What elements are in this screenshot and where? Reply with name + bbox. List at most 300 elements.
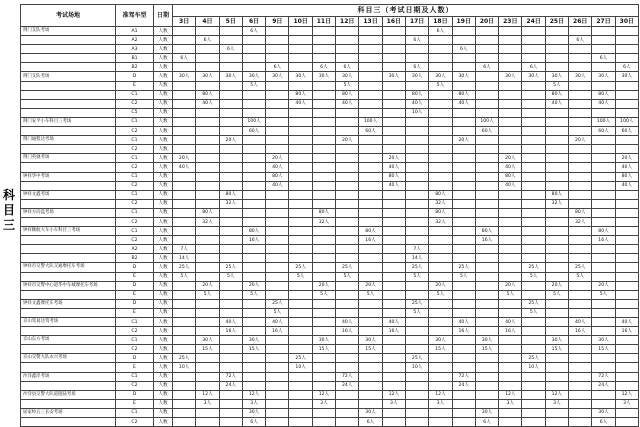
count-cell <box>522 345 545 354</box>
count-cell <box>219 163 242 172</box>
site-cell <box>21 36 116 45</box>
count-cell <box>615 336 638 345</box>
count-cell <box>569 90 592 99</box>
count-cell <box>196 127 219 136</box>
count-cell <box>196 45 219 54</box>
count-cell <box>219 90 242 99</box>
count-cell <box>522 217 545 226</box>
count-cell <box>452 290 475 299</box>
count-cell <box>359 217 382 226</box>
count-cell <box>569 45 592 54</box>
site-cell: 钟祥文鑫考场 <box>21 190 116 199</box>
count-cell: 25人 <box>405 299 428 308</box>
count-cell <box>475 81 498 90</box>
count-cell <box>336 181 359 190</box>
count-cell <box>289 45 312 54</box>
count-cell <box>429 272 452 281</box>
count-cell <box>405 372 428 381</box>
item-cell: 人数 <box>154 190 173 199</box>
count-cell: 40人 <box>499 318 522 327</box>
count-cell: 30人 <box>242 336 265 345</box>
count-cell <box>452 172 475 181</box>
count-cell: 40人 <box>615 163 638 172</box>
count-cell: 40人 <box>266 318 289 327</box>
table-row <box>21 308 639 317</box>
count-cell <box>266 263 289 272</box>
count-cell <box>452 199 475 208</box>
count-cell <box>592 36 615 45</box>
count-cell: 40人 <box>382 181 405 190</box>
count-cell <box>405 217 428 226</box>
count-cell <box>592 263 615 272</box>
count-cell <box>429 363 452 372</box>
count-cell <box>452 181 475 190</box>
count-cell: 25人 <box>289 263 312 272</box>
count-cell <box>522 254 545 263</box>
count-cell <box>405 163 428 172</box>
count-cell <box>196 372 219 381</box>
count-cell <box>569 190 592 199</box>
count-cell: 20人 <box>312 281 335 290</box>
count-cell <box>405 336 428 345</box>
count-cell <box>336 208 359 217</box>
item-cell: 人数 <box>154 399 173 408</box>
count-cell <box>615 236 638 245</box>
count-cell: 3人 <box>242 399 265 408</box>
site-cell: 沙洋县交警大队道阻陆考场 <box>21 390 116 399</box>
count-cell: 20人 <box>266 154 289 163</box>
table-row <box>21 236 639 245</box>
count-cell <box>242 145 265 154</box>
count-cell <box>569 381 592 390</box>
count-cell <box>545 236 568 245</box>
count-cell <box>336 399 359 408</box>
count-cell <box>545 227 568 236</box>
type-cell: C1 <box>116 136 154 145</box>
count-cell <box>429 108 452 117</box>
count-cell <box>242 90 265 99</box>
count-cell: 25人 <box>266 299 289 308</box>
count-cell <box>312 299 335 308</box>
count-cell <box>336 345 359 354</box>
count-cell <box>359 90 382 99</box>
site-cell <box>21 399 116 408</box>
count-cell: 16人 <box>615 327 638 336</box>
count-cell <box>359 208 382 217</box>
table-row <box>21 208 639 217</box>
count-cell: 6人 <box>592 418 615 427</box>
count-cell: 5人 <box>242 81 265 90</box>
count-cell <box>359 381 382 390</box>
count-cell: 5人 <box>266 308 289 317</box>
count-cell: 24人 <box>592 381 615 390</box>
count-cell <box>475 163 498 172</box>
count-cell <box>196 272 219 281</box>
item-cell: 人数 <box>154 363 173 372</box>
count-cell <box>569 181 592 190</box>
table-row <box>21 181 639 190</box>
count-cell <box>429 163 452 172</box>
count-cell <box>615 145 638 154</box>
table-row <box>21 281 639 290</box>
count-cell <box>382 227 405 236</box>
count-cell: 30人 <box>196 72 219 81</box>
count-cell: 20人 <box>173 154 196 163</box>
count-cell <box>173 27 196 36</box>
count-cell <box>452 354 475 363</box>
count-cell <box>266 81 289 90</box>
count-cell: 5人 <box>592 290 615 299</box>
count-cell <box>569 399 592 408</box>
type-cell: C1 <box>116 318 154 327</box>
count-cell: 7人 <box>405 245 428 254</box>
count-cell <box>382 290 405 299</box>
count-cell <box>452 190 475 199</box>
count-cell: 15人 <box>242 345 265 354</box>
count-cell: 16人 <box>499 327 522 336</box>
count-cell <box>452 27 475 36</box>
count-cell <box>219 254 242 263</box>
table-row <box>21 117 639 126</box>
count-cell <box>312 263 335 272</box>
count-cell: 20人 <box>452 136 475 145</box>
count-cell <box>266 272 289 281</box>
count-cell <box>312 372 335 381</box>
count-cell <box>196 172 219 181</box>
count-cell <box>499 190 522 199</box>
count-cell <box>452 299 475 308</box>
count-cell: 6人 <box>522 63 545 72</box>
count-cell <box>196 227 219 236</box>
count-cell: 6人 <box>242 27 265 36</box>
count-cell <box>429 127 452 136</box>
count-cell <box>615 54 638 63</box>
count-cell <box>242 172 265 181</box>
date-header: 23日 <box>499 17 522 27</box>
count-cell: 80人 <box>569 208 592 217</box>
count-cell <box>382 381 405 390</box>
count-cell <box>359 399 382 408</box>
count-cell <box>499 408 522 417</box>
subject-char: 目 <box>2 203 15 217</box>
count-cell <box>545 245 568 254</box>
count-cell <box>452 408 475 417</box>
count-cell <box>359 63 382 72</box>
date-header: 26日 <box>569 17 592 27</box>
count-cell <box>382 245 405 254</box>
count-cell <box>592 199 615 208</box>
count-cell <box>382 99 405 108</box>
count-cell <box>289 54 312 63</box>
count-cell <box>336 154 359 163</box>
count-cell <box>569 299 592 308</box>
count-cell <box>359 154 382 163</box>
count-cell: 5人 <box>312 290 335 299</box>
count-cell <box>452 281 475 290</box>
count-cell <box>499 208 522 217</box>
count-cell <box>173 408 196 417</box>
count-cell: 15人 <box>359 345 382 354</box>
count-cell <box>289 245 312 254</box>
site-cell <box>21 345 116 354</box>
count-cell <box>359 81 382 90</box>
count-cell <box>382 299 405 308</box>
site-cell: 荆门支队考场 <box>21 27 116 36</box>
count-cell <box>266 27 289 36</box>
count-cell <box>289 136 312 145</box>
item-cell: 人数 <box>154 54 173 63</box>
count-cell <box>569 54 592 63</box>
count-cell <box>615 299 638 308</box>
count-cell <box>196 318 219 327</box>
count-cell <box>615 99 638 108</box>
count-cell <box>522 227 545 236</box>
count-cell <box>569 245 592 254</box>
table-row <box>21 90 639 99</box>
count-cell <box>359 199 382 208</box>
table-row <box>21 254 639 263</box>
item-cell: 人数 <box>154 36 173 45</box>
count-cell <box>266 381 289 390</box>
site-cell <box>21 45 116 54</box>
count-cell <box>592 63 615 72</box>
item-cell: 人数 <box>154 99 173 108</box>
count-cell <box>615 199 638 208</box>
count-cell <box>382 372 405 381</box>
count-cell <box>592 190 615 199</box>
count-cell <box>475 145 498 154</box>
item-cell: 人数 <box>154 90 173 99</box>
count-cell <box>312 81 335 90</box>
count-cell <box>499 227 522 236</box>
item-cell: 人数 <box>154 227 173 236</box>
count-cell <box>429 154 452 163</box>
count-cell: 40人 <box>452 99 475 108</box>
count-cell: 5人 <box>242 290 265 299</box>
count-cell <box>359 372 382 381</box>
count-cell <box>173 372 196 381</box>
count-cell: 60人 <box>242 127 265 136</box>
type-cell: C1 <box>116 117 154 126</box>
count-cell: 25人 <box>522 354 545 363</box>
count-cell <box>615 81 638 90</box>
count-cell <box>289 199 312 208</box>
count-cell <box>615 345 638 354</box>
count-cell <box>545 136 568 145</box>
count-cell <box>475 54 498 63</box>
count-cell <box>545 45 568 54</box>
count-cell <box>173 318 196 327</box>
table-row <box>21 136 639 145</box>
count-cell <box>545 145 568 154</box>
count-cell: 10人 <box>289 363 312 372</box>
count-cell <box>592 136 615 145</box>
count-cell <box>196 199 219 208</box>
count-cell <box>429 227 452 236</box>
count-cell <box>289 308 312 317</box>
count-cell: 20人 <box>242 281 265 290</box>
count-cell <box>405 236 428 245</box>
count-cell <box>592 172 615 181</box>
count-cell <box>242 163 265 172</box>
count-cell <box>615 90 638 99</box>
item-cell: 人数 <box>154 108 173 117</box>
subject-char: 三 <box>2 218 15 232</box>
count-cell <box>499 254 522 263</box>
count-cell <box>545 408 568 417</box>
site-cell <box>21 127 116 136</box>
count-cell <box>196 154 219 163</box>
type-cell: C2 <box>116 327 154 336</box>
count-cell <box>173 299 196 308</box>
count-cell <box>173 418 196 427</box>
count-cell <box>615 27 638 36</box>
count-cell: 80人 <box>429 190 452 199</box>
count-cell <box>173 63 196 72</box>
count-cell <box>592 154 615 163</box>
count-cell: 15人 <box>545 345 568 354</box>
count-cell: 80人 <box>615 172 638 181</box>
count-cell <box>499 63 522 72</box>
count-cell <box>312 99 335 108</box>
count-cell <box>522 290 545 299</box>
item-cell: 人数 <box>154 199 173 208</box>
count-cell <box>569 99 592 108</box>
count-cell <box>336 145 359 154</box>
count-cell <box>359 318 382 327</box>
count-cell <box>475 72 498 81</box>
item-cell: 人数 <box>154 272 173 281</box>
count-cell <box>242 217 265 226</box>
count-cell <box>173 217 196 226</box>
count-cell <box>359 99 382 108</box>
count-cell <box>592 217 615 226</box>
count-cell <box>545 272 568 281</box>
count-cell <box>289 208 312 217</box>
count-cell: 16人 <box>569 327 592 336</box>
count-cell <box>382 354 405 363</box>
count-cell <box>569 154 592 163</box>
type-cell: B2 <box>116 63 154 72</box>
count-cell <box>219 408 242 417</box>
table-row <box>21 363 639 372</box>
count-cell: 3人 <box>499 399 522 408</box>
count-cell <box>615 372 638 381</box>
count-cell <box>289 390 312 399</box>
site-header: 考试场地 <box>21 5 116 27</box>
site-cell <box>21 290 116 299</box>
count-cell: 3人 <box>429 399 452 408</box>
count-cell <box>382 108 405 117</box>
site-cell: 钟祥市交警大队交通摩托车考场 <box>21 263 116 272</box>
count-cell <box>382 45 405 54</box>
count-cell <box>429 99 452 108</box>
count-cell <box>475 272 498 281</box>
count-cell <box>522 199 545 208</box>
count-cell <box>522 163 545 172</box>
count-cell: 60人 <box>615 127 638 136</box>
count-cell <box>429 236 452 245</box>
count-cell: 6人 <box>569 36 592 45</box>
count-cell <box>219 217 242 226</box>
count-cell <box>499 117 522 126</box>
header-row <box>21 5 639 17</box>
count-cell <box>615 363 638 372</box>
count-cell <box>452 81 475 90</box>
count-cell <box>173 145 196 154</box>
count-cell <box>405 418 428 427</box>
count-cell: 5人 <box>336 81 359 90</box>
count-cell <box>312 308 335 317</box>
count-cell <box>475 190 498 199</box>
count-cell <box>592 318 615 327</box>
count-cell <box>499 299 522 308</box>
count-cell <box>336 290 359 299</box>
count-cell: 30人 <box>405 72 428 81</box>
count-cell <box>359 108 382 117</box>
count-cell <box>382 63 405 72</box>
count-cell <box>429 263 452 272</box>
count-cell <box>242 199 265 208</box>
count-cell <box>336 254 359 263</box>
count-cell <box>289 381 312 390</box>
subject-char: 科 <box>2 188 15 202</box>
count-cell: 40人 <box>569 318 592 327</box>
count-cell: 30人 <box>382 72 405 81</box>
count-cell <box>219 236 242 245</box>
count-cell <box>569 281 592 290</box>
count-cell <box>312 181 335 190</box>
count-cell <box>569 227 592 236</box>
count-cell <box>499 54 522 63</box>
count-cell <box>592 208 615 217</box>
count-cell <box>405 27 428 36</box>
item-cell: 人数 <box>154 263 173 272</box>
count-cell <box>452 208 475 217</box>
count-cell <box>382 345 405 354</box>
item-header: 日期 <box>154 5 173 27</box>
count-cell <box>289 181 312 190</box>
count-cell <box>359 245 382 254</box>
count-cell: 40人 <box>336 318 359 327</box>
table-row <box>21 163 639 172</box>
count-cell <box>173 81 196 90</box>
count-cell <box>475 263 498 272</box>
count-cell: 6人 <box>475 418 498 427</box>
count-cell <box>196 299 219 308</box>
count-cell <box>173 190 196 199</box>
date-header: 20日 <box>475 17 498 27</box>
count-cell <box>499 236 522 245</box>
type-cell: C2 <box>116 163 154 172</box>
count-cell <box>452 399 475 408</box>
count-cell <box>545 27 568 36</box>
count-cell <box>545 36 568 45</box>
count-cell: 30人 <box>475 336 498 345</box>
count-cell: 5人 <box>545 81 568 90</box>
date-header: 13日 <box>359 17 382 27</box>
table-row <box>21 354 639 363</box>
table-row <box>21 290 639 299</box>
count-cell <box>312 190 335 199</box>
count-cell <box>475 208 498 217</box>
site-cell: 荆门英驰考场 <box>21 154 116 163</box>
count-cell <box>405 136 428 145</box>
count-cell <box>429 36 452 45</box>
count-cell <box>475 399 498 408</box>
count-cell: 12人 <box>545 390 568 399</box>
type-cell: C2 <box>116 345 154 354</box>
